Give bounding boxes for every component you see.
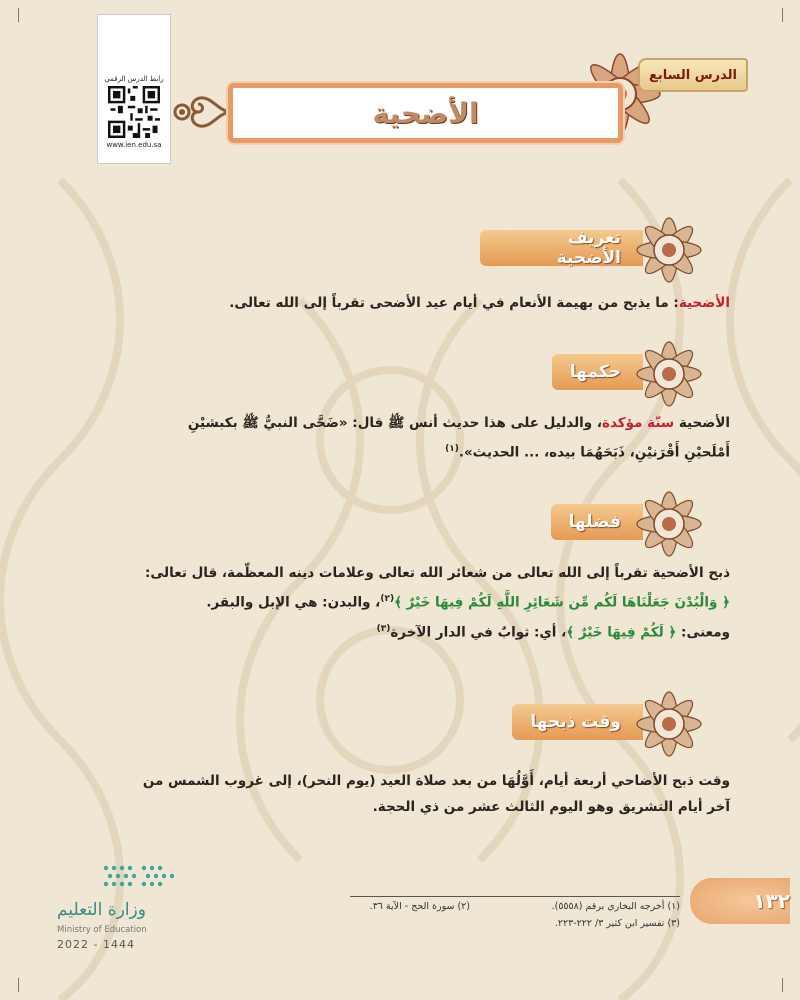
footnote-ref: (٣) (376, 623, 391, 634)
ministry-name-arabic: وزارة التعليم (57, 900, 146, 920)
section-header-time (500, 696, 705, 742)
page-number: ١٣٢ (690, 878, 790, 924)
ministry-name-english: Ministry of Education (57, 925, 147, 935)
digital-lesson-qr-box[interactable] (97, 14, 171, 164)
lesson-number-tag: الدرس السابع (638, 58, 748, 92)
verse-1: ﴿ وَالْبُدْنَ جَعَلْنَاهَا لَكُم مِّن شَعَائِرِ اللَّهِ لَكُمْ فِيهَا خَيْرٌ ﴾ (394, 594, 730, 611)
section-header-virtue (520, 496, 705, 542)
verse-2: ﴿ لَكُمْ فِيهَا خَيْرٌ ﴾ (566, 624, 677, 640)
virtue-paragraph (60, 560, 730, 645)
definition-text: : ما يذبح من بهيمة الأنعام في أيام عيد الأضحى تقرباً إلى الله تعالى. (229, 295, 679, 311)
scroll-ornament-icon (168, 86, 234, 138)
page-title-frame (228, 83, 623, 143)
section-title: تعريف الأضحية (480, 230, 643, 266)
ruling-text-3: أَمْلَحيْنِ أَقْرَنيْنِ، ذَبَحَهُمَا بيده، ... الحديث». (458, 444, 730, 461)
time-paragraph (60, 768, 730, 820)
section-title: حكمها (552, 354, 643, 390)
ruling-text-1: الأضحية (674, 415, 730, 431)
time-line-1: وقت ذبح الأضاحي أربعة أيام، أَوَّلُهَا من بعد صلاة العيد (يوم النحر)، إلى غروب الشمس من (142, 773, 730, 789)
virtue-line-3a: ومعنى: (676, 624, 730, 640)
rosette-icon (633, 338, 705, 410)
section-title: فضلها (551, 504, 643, 540)
virtue-line-2: ، والبدن: هي الإبل والبقر. (206, 594, 381, 611)
crop-mark (782, 8, 783, 22)
ministry-logo-icon (100, 862, 180, 892)
ruling-text-2: ، والدليل على هذا حديث أنس ﷺ قال: «ضَحَّى النبيُّ ﷺ بكبشيْنِ (187, 415, 603, 431)
virtue-line-3b: ، أي: ثوابٌ في الدار الآخرة (390, 624, 567, 640)
definition-paragraph (70, 290, 730, 316)
section-header-definition (480, 222, 705, 268)
footnote-ref: (١) (445, 444, 459, 454)
footnote-1: (١) أخرجه البخاري برقم (٥٥٥٨). (551, 901, 680, 912)
qr-code-icon[interactable] (108, 86, 160, 138)
rosette-icon (633, 488, 705, 560)
crop-mark (18, 978, 19, 992)
rosette-icon (633, 688, 705, 760)
footnote-2: (٢) سورة الحج - الآية ٣٦. (369, 901, 470, 912)
qr-url[interactable]: www.ien.edu.sa (106, 141, 162, 149)
ruling-highlight: سنّة مؤكدة (602, 415, 675, 431)
footnote-ref: (٢) (380, 594, 395, 604)
crop-mark (782, 978, 783, 992)
academic-years: 2022 - 1444 (57, 938, 135, 951)
section-header-ruling (520, 346, 705, 392)
time-line-2: آخر أيام التشريق وهو اليوم الثالث عشر من ذي الحجة. (372, 799, 730, 815)
footnote-divider (350, 896, 680, 897)
section-title: وقت ذبحها (512, 704, 643, 740)
definition-term: الأضحية (678, 295, 730, 311)
crop-mark (18, 8, 19, 22)
footnote-3: (٣) تفسير ابن كثير ٣/ ٢٢٢-٢٢٣. (554, 918, 680, 929)
virtue-line-1: ذبح الأضحية تقرباً إلى الله تعالى من شعائر الله تعالى وعلامات دينه المعظّمة، قال تعالى: (145, 565, 730, 581)
ruling-paragraph (70, 410, 730, 466)
qr-label: رابط الدرس الرقمي (104, 75, 164, 83)
page-title: الأضحية (372, 96, 479, 130)
rosette-icon (633, 214, 705, 286)
